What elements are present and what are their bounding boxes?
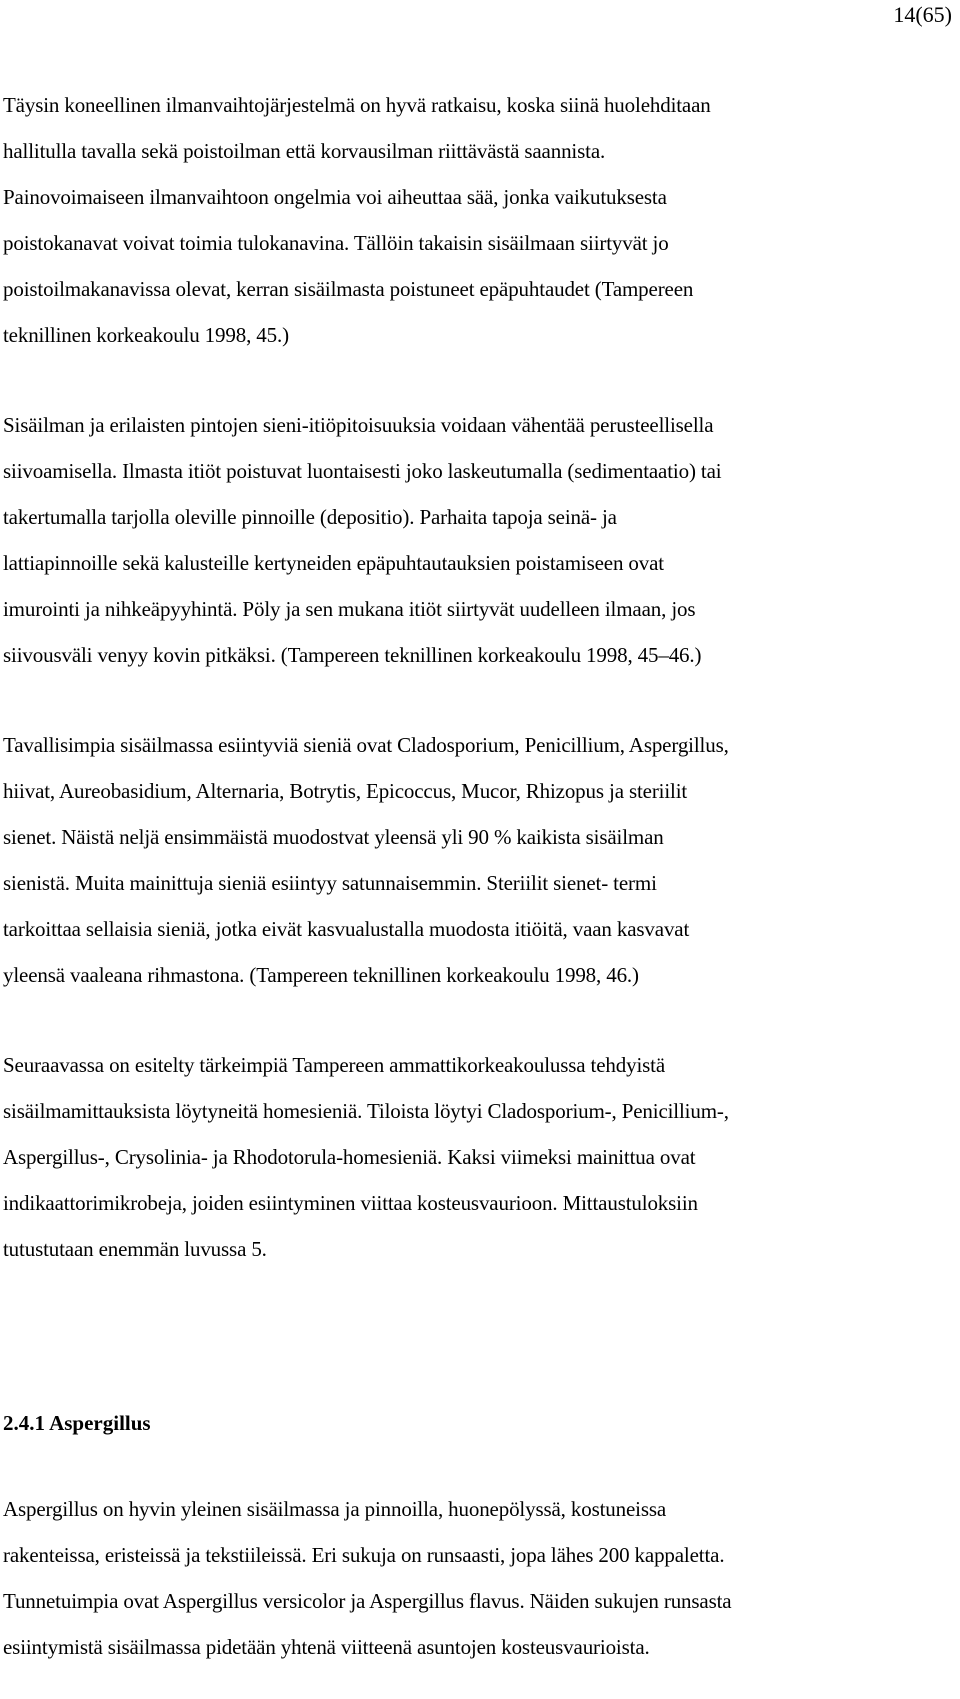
document-body [3,82,955,1670]
paragraph-spacer [3,998,955,1042]
text-line: Aspergillus on hyvin yleinen sisäilmassa ja pinnoilla, huonepölyssä, kostuneissa [3,1497,667,1521]
page-number: 14(65) [893,2,952,27]
text-line: hiivat, Aureobasidium, Alternaria, Botrytis, Epicoccus, Mucor, Rhizopus ja steriilit [3,779,688,803]
text-line: Täysin koneellinen ilmanvaihtojärjestelmä on hyvä ratkaisu, koska siinä huolehditaan [3,93,711,117]
text-line: sienet. Näistä neljä ensimmäistä muodostvat yleensä yli 90 % kaikista sisäilman [3,825,664,849]
paragraph-ventilation [3,82,955,358]
text-line: poistokanavat voivat toimia tulokanavina. Tällöin takaisin sisäilmaan siirtyvät jo [3,231,669,255]
paragraph-spacer [3,358,955,402]
text-line: Tavallisimpia sisäilmassa esiintyviä sieniä ovat Cladosporium, Penicillium, Aspergillus, [3,733,729,757]
text-line: esiintymistä sisäilmassa pidetään yhtenä viitteenä asuntojen kosteusvaurioista. [3,1635,650,1659]
text-line: sienistä. Muita mainittuja sieniä esiintyy satunnaisemmin. Steriilit sienet- termi [3,871,657,895]
heading-spacer [3,1446,955,1486]
text-line: indikaattorimikrobeja, joiden esiintyminen viittaa kosteusvaurioon. Mittaustuloksiin [3,1191,698,1215]
text-line: tarkoittaa sellaisia sieniä, jotka eivät kasvualustalla muodosta itiöitä, vaan kasvavat [3,917,690,941]
text-line: sisäilmamittauksista löytyneitä homesieniä. Tiloista löytyi Cladosporium-, Penicillium-, [3,1099,729,1123]
paragraph-cleaning [3,402,955,678]
section-spacer [3,1272,955,1400]
text-line: Aspergillus-, Crysolinia- ja Rhodotorula-homesieniä. Kaksi viimeksi mainittua ovat [3,1145,696,1169]
text-line: Painovoimaiseen ilmanvaihtoon ongelmia voi aiheuttaa sää, jonka vaikutuksesta [3,185,667,209]
text-line: siivoamisella. Ilmasta itiöt poistuvat luontaisesti joko laskeutumalla (sedimentaatio) tai [3,459,722,483]
paragraph-measurements [3,1042,955,1272]
text-line: Seuraavassa on esitelty tärkeimpiä Tampereen ammattikorkeakoulussa tehdyistä [3,1053,666,1077]
text-line: Sisäilman ja erilaisten pintojen sieni-itiöpitoisuuksia voidaan vähentää perusteellisella [3,413,714,437]
paragraph-spacer [3,678,955,722]
text-line: hallitulla tavalla sekä poistoilman että korvausilman riittävästä saannista. [3,139,606,163]
text-line: takertumalla tarjolla oleville pinnoille (depositio). Parhaita tapoja seinä- ja [3,505,617,529]
paragraph-common-fungi [3,722,955,998]
text-line: yleensä vaaleana rihmastona. (Tampereen teknillinen korkeakoulu 1998, 46.) [3,963,639,987]
text-line: poistoilmakanavissa olevat, kerran sisäilmasta poistuneet epäpuhtaudet (Tampereen [3,277,694,301]
text-line: rakenteissa, eristeissä ja tekstiileissä. Eri sukuja on runsaasti, jopa lähes 200 kappaletta. [3,1543,725,1567]
text-line: lattiapinnoille sekä kalusteille kertyneiden epäpuhtautauksien poistamiseen ovat [3,551,664,575]
text-line: imurointi ja nihkeäpyyhintä. Pöly ja sen mukana itiöt siirtyvät uudelleen ilmaan, jos [3,597,696,621]
text-line: siivousväli venyy kovin pitkäksi. (Tampereen teknillinen korkeakoulu 1998, 45–46.) [3,643,702,667]
text-line: teknillinen korkeakoulu 1998, 45.) [3,323,289,347]
text-line: Tunnetuimpia ovat Aspergillus versicolor ja Aspergillus flavus. Näiden sukujen runsasta [3,1589,732,1613]
paragraph-aspergillus [3,1486,955,1670]
section-heading: 2.4.1 Aspergillus [3,1411,151,1435]
text-line: tutustutaan enemmän luvussa 5. [3,1237,267,1261]
